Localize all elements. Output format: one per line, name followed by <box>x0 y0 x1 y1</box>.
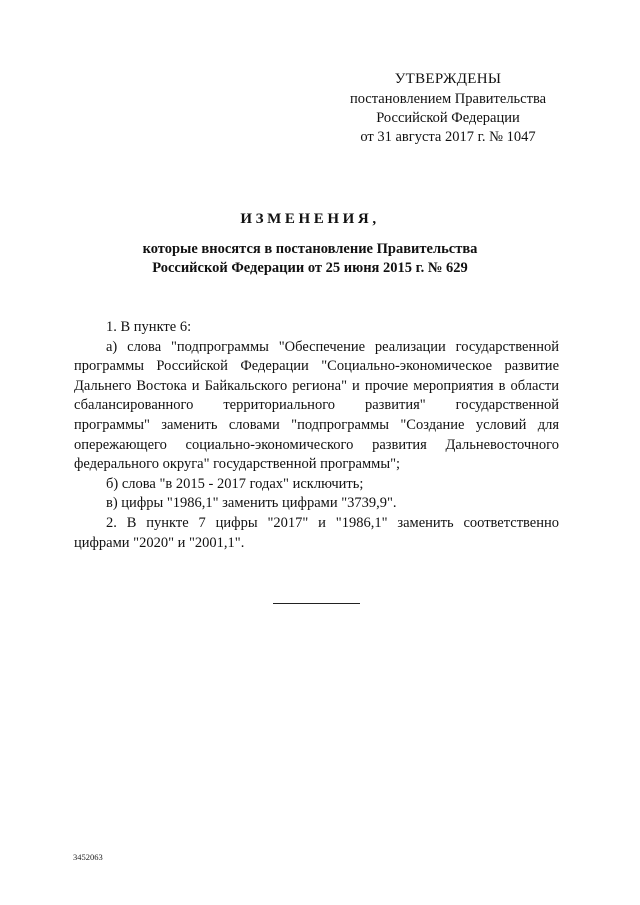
document-subtitle-line-1: которые вносятся в постановление Правительства <box>142 241 478 257</box>
document-body <box>74 318 559 553</box>
paragraph-2: а) слова "подпрограммы "Обеспечение реализации государственной программы Российской Федерации "Социально-экономическое развитие Дальнего Востока и Байкальского региона" и прочие мероприятия в области сбалансированного территориального развития" государственной программы" заменить словами "подпрограммы "Создание условий для опережающего социально-экономического развития Дальневосточного федерального округа" государственной программы"; <box>74 338 559 473</box>
approval-heading: УТВЕРЖДЕНЫ <box>394 71 502 87</box>
paragraph-5: 2. В пункте 7 цифры "2017" и "1986,1" заменить соответственно цифрами "2020" и "2001,1". <box>74 514 559 551</box>
paragraph-3: б) слова "в 2015 - 2017 годах" исключить; <box>106 475 364 492</box>
approval-line-3: от 31 августа 2017 г. № 1047 <box>360 129 536 145</box>
paragraph-4: в) цифры "1986,1" заменить цифрами "3739,9". <box>106 495 397 512</box>
end-separator-line <box>273 603 360 604</box>
approval-line-1: постановлением Правительства <box>349 91 547 107</box>
document-code: 3452063 <box>73 852 103 862</box>
document-subtitle-line-2: Российской Федерации от 25 июня 2015 г. № 629 <box>152 260 468 276</box>
document-title: ИЗМЕНЕНИЯ, <box>240 211 380 227</box>
title-block <box>60 211 560 278</box>
paragraph-1: 1. В пункте 6: <box>106 319 192 335</box>
approval-block <box>338 70 558 147</box>
approval-line-2: Российской Федерации <box>376 110 520 126</box>
